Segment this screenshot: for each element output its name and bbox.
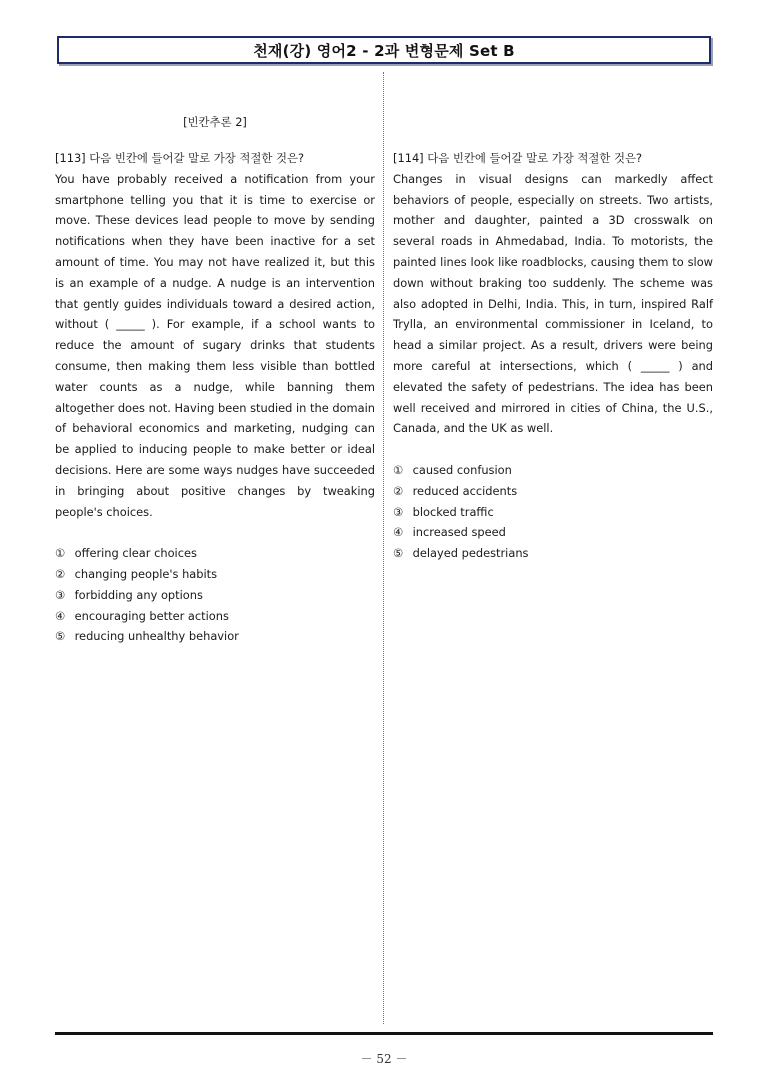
option-number: ③ <box>55 587 66 602</box>
column-divider <box>383 72 384 1024</box>
option-4[interactable] <box>393 522 713 543</box>
option-text: reducing unhealthy behavior <box>74 629 239 644</box>
option-text: delayed pedestrians <box>412 546 529 561</box>
option-number: ② <box>55 566 66 581</box>
header-box <box>57 36 711 64</box>
question-passage: You have probably received a notification from your smartphone telling you that it is time to exercise or move. These devices lead people to move by sending notifications when they have been inactive for a set amount of time. You may not have realized it, but this is an example of a nudge. A nudge is an intervention that gently guides individuals toward a desired action, without ( _____ ). For example, if a school wants to reduce the amount of sugary drinks that students consume, then making them less visible than bottled water counts as a nudge, while banning them altogether does not. Having been studied in the domain of behavioral economics and marketing, nudging can be applied to inducing people to make better or ideal decisions. Here are some ways nudges have succeeded in bringing about positive changes by tweaking people's choices. <box>55 171 375 519</box>
option-text: increased speed <box>412 525 506 540</box>
page-title: 천재(강) 영어2 - 2과 변형문제 Set B <box>253 41 515 60</box>
option-4[interactable] <box>55 606 375 627</box>
option-text: reduced accidents <box>412 483 518 498</box>
option-text: forbidding any options <box>74 587 203 602</box>
option-number: ③ <box>393 504 404 519</box>
option-text: changing people's habits <box>74 566 218 581</box>
option-2[interactable] <box>55 564 375 585</box>
option-number: ④ <box>55 608 66 623</box>
footer-rule <box>55 1032 713 1035</box>
option-number: ⑤ <box>55 629 66 644</box>
option-3[interactable] <box>393 502 713 523</box>
option-text: blocked traffic <box>412 504 494 519</box>
option-text: encouraging better actions <box>74 608 229 623</box>
option-3[interactable] <box>55 585 375 606</box>
question-heading: [113] 다음 빈칸에 들어갈 말로 가장 적절한 것은? <box>55 151 305 165</box>
option-1[interactable] <box>393 460 713 481</box>
option-2[interactable] <box>393 481 713 502</box>
option-5[interactable] <box>393 543 713 564</box>
question-heading: [114] 다음 빈칸에 들어갈 말로 가장 적절한 것은? <box>393 151 643 165</box>
answer-options <box>55 543 375 647</box>
question-passage: Changes in visual designs can markedly affect behaviors of people, especially on streets. Two artists, mother and daughter, painted a 3D crosswalk on several roads in Ahmedabad, India. To motorists, the painted lines look like roadblocks, causing them to slow down without braking too suddenly. The scheme was also adopted in Delhi, India. This, in turn, inspired Ralf Trylla, an environmental commissioner in Iceland, to head a similar project. As a result, drivers were being more careful at intersections, which ( _____ ) and elevated the safety of pedestrians. The idea has been well received and mirrored in cities of China, the U.S., Canada, and the UK as well. <box>393 171 713 436</box>
question-113 <box>55 148 375 647</box>
option-text: caused confusion <box>412 462 512 477</box>
option-number: ① <box>55 546 66 561</box>
section-label: [빈칸추론 2] <box>183 115 247 129</box>
option-1[interactable] <box>55 543 375 564</box>
question-114 <box>393 148 713 564</box>
option-text: offering clear choices <box>74 546 197 561</box>
answer-options <box>393 460 713 564</box>
option-number: ① <box>393 462 404 477</box>
page-number: － 52 － <box>360 1052 408 1066</box>
option-number: ② <box>393 483 404 498</box>
option-number: ④ <box>393 525 404 540</box>
option-number: ⑤ <box>393 546 404 561</box>
option-5[interactable] <box>55 626 375 647</box>
